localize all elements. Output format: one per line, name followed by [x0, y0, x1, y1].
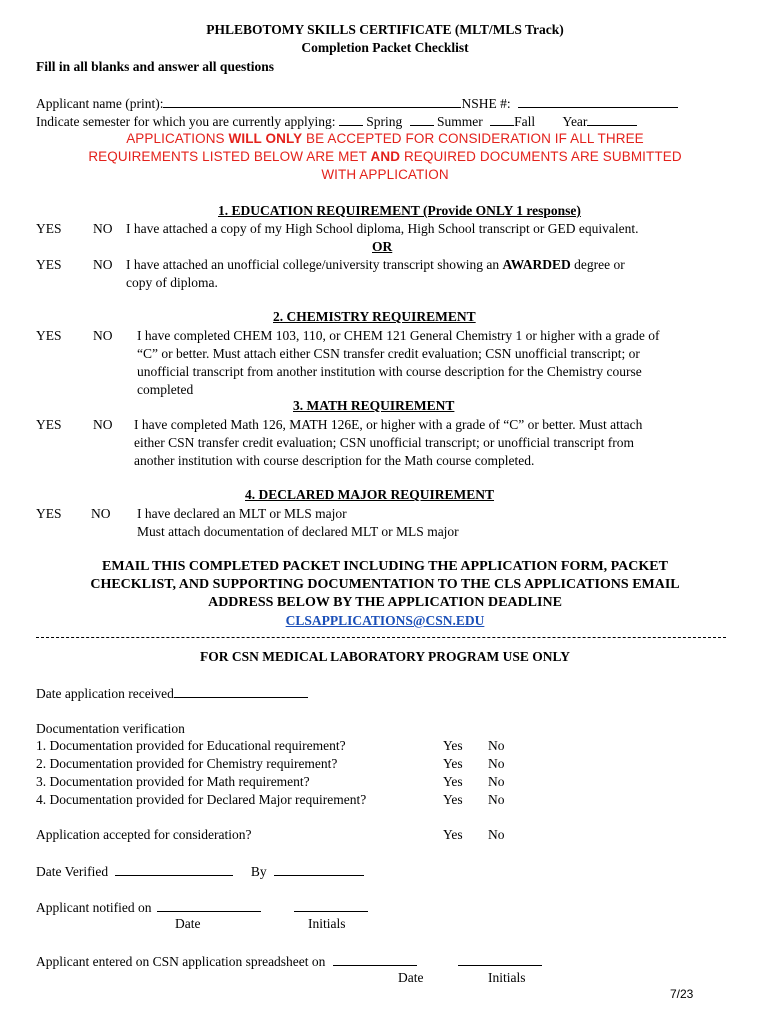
chemistry-heading: 2. CHEMISTRY REQUIREMENT: [273, 309, 476, 324]
education-item-2: I have attached an unofficial college/university transcript showing an AWARDED degree or: [126, 257, 625, 272]
spreadsheet-initials-field[interactable]: [458, 953, 542, 966]
chemistry-no[interactable]: NO: [93, 328, 113, 343]
chemistry-line: “C” or better. Must attach either CSN transfer credit evaluation; CSN unofficial transcript; or: [137, 346, 640, 361]
doc-yes[interactable]: Yes: [443, 774, 463, 789]
chemistry-yes[interactable]: YES: [36, 328, 62, 343]
major-line: I have declared an MLT or MLS major: [137, 506, 347, 521]
year-field[interactable]: [587, 113, 637, 126]
chemistry-line: completed: [137, 382, 194, 397]
spring-label: Spring: [366, 114, 403, 129]
notified-date-field[interactable]: [157, 899, 261, 912]
accepted-yes[interactable]: Yes: [443, 827, 463, 842]
warning-line-2: REQUIREMENTS LISTED BELOW ARE MET AND REQUIRED DOCUMENTS ARE SUBMITTED: [88, 149, 682, 164]
education-item-1: I have attached a copy of my High School diploma, High School transcript or GED equivalent.: [126, 221, 639, 236]
version-footer: 7/23: [670, 987, 694, 1001]
spreadsheet-row: [36, 953, 542, 970]
doc-no[interactable]: No: [488, 774, 505, 789]
notified-label: Applicant notified on: [36, 900, 152, 915]
instructions: Fill in all blanks and answer all questions: [36, 59, 274, 74]
doc-yes[interactable]: Yes: [443, 756, 463, 771]
doc-item: 3. Documentation provided for Math requirement?: [36, 774, 310, 789]
major-line: Must attach documentation of declared MLT or MLS major: [137, 524, 459, 539]
chemistry-line: unofficial transcript from another institution with course description for the Chemistry course: [137, 364, 642, 379]
by-field[interactable]: [274, 863, 364, 876]
spreadsheet-date-field[interactable]: [333, 953, 417, 966]
education-or: OR: [372, 239, 393, 254]
summer-label: Summer: [437, 114, 483, 129]
semester-row: [36, 113, 637, 130]
year-label: Year: [562, 114, 588, 129]
page-title: PHLEBOTOMY SKILLS CERTIFICATE (MLT/MLS Track): [206, 22, 564, 37]
accepted-no[interactable]: No: [488, 827, 505, 842]
education-yes-2[interactable]: YES: [36, 257, 62, 272]
education-no-1[interactable]: NO: [93, 221, 113, 236]
divider: [36, 637, 726, 638]
notified-initials-field[interactable]: [294, 899, 368, 912]
doc-yes[interactable]: Yes: [443, 792, 463, 807]
doc-item: 2. Documentation provided for Chemistry requirement?: [36, 756, 338, 771]
email-link[interactable]: CLSAPPLICATIONS@CSN.EDU: [285, 613, 485, 628]
fall-field[interactable]: [490, 113, 514, 126]
office-heading: FOR CSN MEDICAL LABORATORY PROGRAM USE ONLY: [199, 649, 571, 664]
major-yes[interactable]: YES: [36, 506, 62, 521]
doc-item: 4. Documentation provided for Declared Major requirement?: [36, 792, 367, 807]
doc-verification-label: Documentation verification: [36, 721, 185, 736]
notified-row: [36, 899, 368, 916]
education-yes-1[interactable]: YES: [36, 221, 62, 236]
major-heading: 4. DECLARED MAJOR REQUIREMENT: [245, 487, 495, 502]
chemistry-line: I have completed CHEM 103, 110, or CHEM 121 General Chemistry 1 or higher with a grade of: [137, 328, 660, 343]
doc-item: 1. Documentation provided for Educational requirement?: [36, 738, 346, 753]
applicant-name-row: [36, 95, 678, 112]
email-notice-line: ADDRESS BELOW BY THE APPLICATION DEADLINE: [208, 595, 562, 610]
date-verified-label: Date Verified: [36, 864, 109, 879]
math-line: another institution with course description for the Math course completed.: [134, 453, 535, 468]
doc-no[interactable]: No: [488, 756, 505, 771]
doc-yes[interactable]: Yes: [443, 738, 463, 753]
nshe-field[interactable]: [518, 95, 678, 108]
notified-initials-caption: Initials: [308, 916, 346, 931]
applicant-name-field[interactable]: [163, 95, 461, 108]
notified-date-caption: Date: [175, 916, 201, 931]
page-subtitle: Completion Packet Checklist: [301, 40, 469, 55]
math-line: I have completed Math 126, MATH 126E, or higher with a grade of “C” or better. Must attach: [134, 417, 643, 432]
email-notice-line: EMAIL THIS COMPLETED PACKET INCLUDING THE APPLICATION FORM, PACKET: [102, 559, 668, 574]
accepted-label: Application accepted for consideration?: [36, 827, 252, 842]
warning-line-1: APPLICATIONS WILL ONLY BE ACCEPTED FOR CONSIDERATION IF ALL THREE: [126, 131, 644, 146]
education-heading: 1. EDUCATION REQUIREMENT (Provide ONLY 1 response): [218, 203, 581, 218]
math-no[interactable]: NO: [93, 417, 113, 432]
spreadsheet-label: Applicant entered on CSN application spreadsheet on: [36, 954, 326, 969]
doc-no[interactable]: No: [488, 792, 505, 807]
fall-label: Fall: [514, 114, 536, 129]
summer-field[interactable]: [410, 113, 434, 126]
email-row: [0, 613, 770, 629]
math-heading: 3. MATH REQUIREMENT: [293, 398, 455, 413]
major-no[interactable]: NO: [91, 506, 111, 521]
date-received-label: Date application received: [36, 686, 174, 701]
date-verified-row: [36, 863, 364, 880]
education-no-2[interactable]: NO: [93, 257, 113, 272]
education-item-2-cont: copy of diploma.: [126, 275, 218, 290]
math-yes[interactable]: YES: [36, 417, 62, 432]
date-verified-field[interactable]: [115, 863, 233, 876]
email-notice-line: CHECKLIST, AND SUPPORTING DOCUMENTATION TO THE CLS APPLICATIONS EMAIL: [90, 577, 680, 592]
applicant-name-label: Applicant name (print):: [36, 96, 164, 111]
date-received-row: [36, 685, 308, 702]
semester-label: Indicate semester for which you are currently applying:: [36, 114, 336, 129]
nshe-label: NSHE #:: [461, 96, 511, 111]
spreadsheet-initials-caption: Initials: [488, 970, 526, 985]
date-received-field[interactable]: [174, 685, 308, 698]
math-line: either CSN transfer credit evaluation; CSN unofficial transcript; or unofficial transcript from: [134, 435, 634, 450]
doc-no[interactable]: No: [488, 738, 505, 753]
spring-field[interactable]: [339, 113, 363, 126]
warning-line-3: WITH APPLICATION: [321, 167, 449, 182]
by-label: By: [250, 864, 267, 879]
spreadsheet-date-caption: Date: [398, 970, 424, 985]
